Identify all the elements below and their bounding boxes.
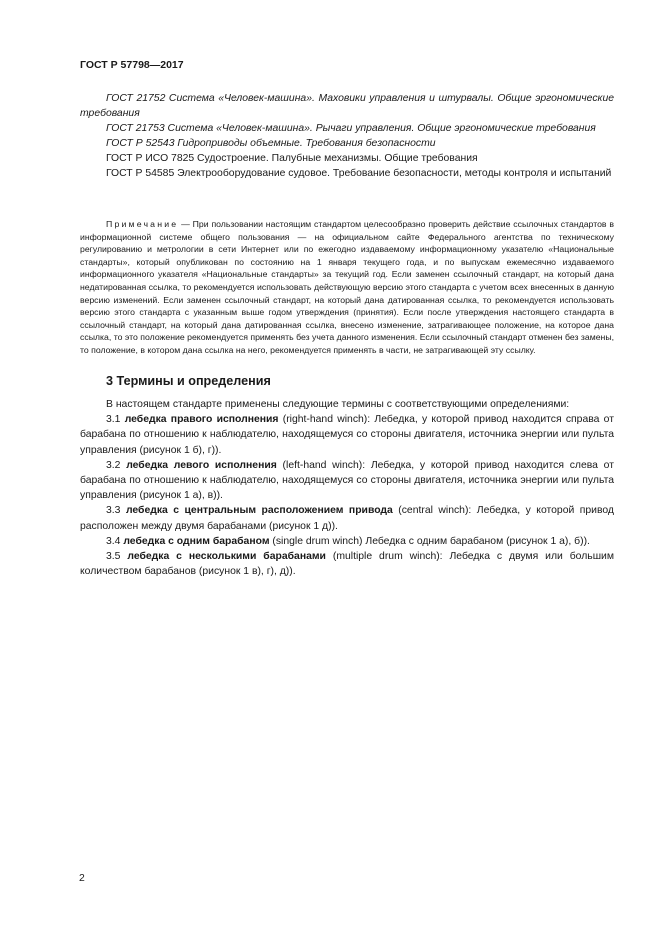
note-paragraph bbox=[80, 218, 614, 357]
page-number: 2 bbox=[79, 873, 85, 884]
term-name: лебедка с центральным расположением привода bbox=[125, 505, 393, 517]
section-intro: В настоящем стандарте применены следующие термины с соответствующими определениями: bbox=[106, 399, 570, 410]
term-text: (multiple drum winch): Лебедка с двумя или большим количеством барабанов (рисунок 1 в), г), д)). bbox=[80, 551, 614, 578]
note-text: — При пользовании настоящим стандартом целесообразно проверить действие ссылочных стандартов в информационной системе общего пользования — на официальном сайте Федерального агентства по техническому регулированию и метрологии в сети Интернет или по ежегодно издаваемому информационному указателю «Национальные стандарты», который опубликован по состоянию на 1 января текущего года, и по выпускам ежемесячно издаваемого информационного указателя «Национальные стандарты» за текущий год. Если заменен ссылочный стандарт, на который дана недатированная ссылка, то рекомендуется использовать действующую версию этого стандарта с учетом всех внесенных в данную версию изменений. Если заменен ссылочный стандарт, на который дана датированная ссылка, то рекомендуется использовать версию этого стандарта с указанным выше годом утверждения (принятия). Если после утверждения настоящего стандарта в ссылочный стандарт, на который дана датированная ссылка, внесено изменение, затрагивающее положение, на которое дана ссылка, то это положение рекомендуется применять без учета данного изменения. Если ссылочный стандарт отменен без замены, то положение, в котором дана ссылка на него, рекомендуется применять в части, не затрагивающей эту ссылку. bbox=[80, 219, 614, 355]
term-number: 3.4 bbox=[106, 535, 124, 547]
term-number: 3.5 bbox=[106, 551, 128, 563]
note-label: Примечание bbox=[106, 219, 179, 229]
reference-item: ГОСТ 21752 Система «Человек-машина». Маховики управления и штурвалы. Общие эргономические требования bbox=[80, 93, 614, 119]
reference-item: ГОСТ Р 52543 Гидроприводы объемные. Требования безопасности bbox=[106, 138, 436, 149]
term-name: лебедка с одним барабаном bbox=[123, 535, 270, 547]
reference-item: ГОСТ 21753 Система «Человек-машина». Рычаги управления. Общие эргономические требования bbox=[106, 123, 596, 134]
document-header: ГОСТ Р 57798—2017 bbox=[80, 59, 184, 71]
term-text: (right-hand winch): Лебедка, у которой привод находится справа от барабана по отношению к наблюдателю, находящемуся со стороны двигателя, источника энергии или пульта управления (рисунок 1 б), г)). bbox=[80, 414, 614, 456]
term-name: лебедка правого исполнения bbox=[124, 414, 279, 426]
term-name: лебедка с несколькими барабанами bbox=[127, 551, 326, 563]
reference-item: ГОСТ Р 54585 Электрооборудование судовое. Требование безопасности, методы контроля и испытаний bbox=[106, 168, 612, 179]
term-definition bbox=[80, 534, 614, 549]
terms-list bbox=[80, 397, 614, 579]
term-definition bbox=[80, 549, 614, 579]
reference-item: ГОСТ Р ИСО 7825 Судостроение. Палубные механизмы. Общие требования bbox=[106, 153, 478, 164]
term-number: 3.1 bbox=[106, 414, 125, 426]
term-definition bbox=[80, 458, 614, 504]
term-text: (single drum winch) Лебедка с одним барабаном (рисунок 1 а), б)). bbox=[269, 535, 590, 547]
term-name: лебедка левого исполнения bbox=[126, 459, 277, 471]
term-definition bbox=[80, 412, 614, 458]
term-number: 3.2 bbox=[106, 459, 127, 471]
term-text: (left-hand winch): Лебедка, у которой привод находится слева от барабана по отношению к наблюдателю, находящемуся со стороны двигателя, источника энергии или пульта управления (рисунок 1 а), в)). bbox=[80, 459, 614, 502]
section-title: 3 Термины и определения bbox=[106, 374, 271, 388]
term-definition bbox=[80, 503, 614, 533]
term-number: 3.3 bbox=[106, 505, 126, 517]
normative-references-list bbox=[80, 91, 614, 181]
term-text: (central winch): Лебедка, у которой привод расположен между двумя барабанами (рисунок 1 д)). bbox=[80, 505, 614, 532]
